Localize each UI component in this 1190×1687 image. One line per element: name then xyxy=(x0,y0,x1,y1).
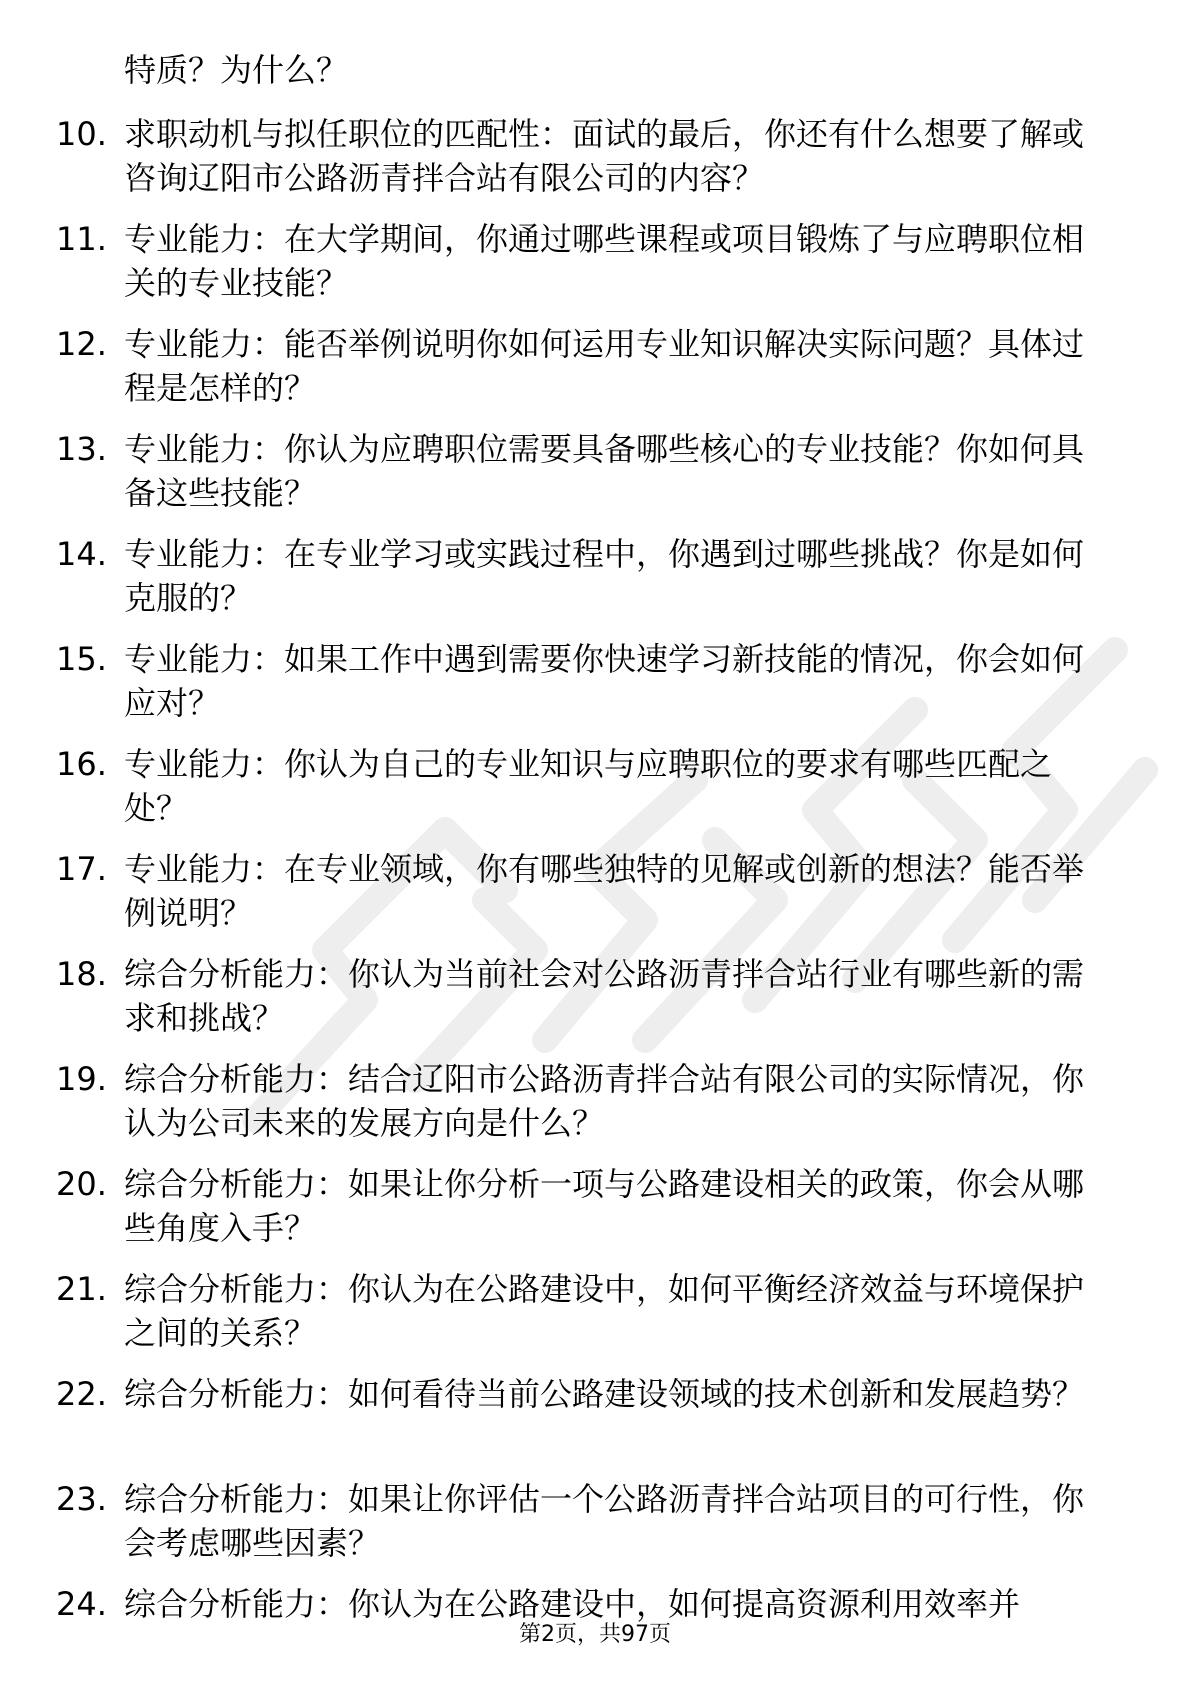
question-number: 23. xyxy=(56,1480,107,1518)
question-number: 10. xyxy=(56,115,107,153)
page-number-footer: 第2页，共97页 xyxy=(519,1622,671,1647)
question-number: 12. xyxy=(56,325,107,363)
question-text: 综合分析能力：你认为在公路建设中，如何提高资源利用效率并 xyxy=(124,1585,1021,1623)
question-text: 专业能力：在专业领域，你有哪些独特的见解或创新的想法？能否举例说明？ xyxy=(124,850,1085,932)
question-text: 专业能力：你认为自己的专业知识与应聘职位的要求有哪些匹配之处？ xyxy=(124,745,1053,827)
list-item xyxy=(0,637,1190,742)
list-item xyxy=(0,322,1190,427)
question-number: 24. xyxy=(56,1585,107,1623)
question-text: 综合分析能力：你认为在公路建设中，如何平衡经济效益与环境保护之间的关系？ xyxy=(124,1270,1085,1352)
question-number: 14. xyxy=(56,535,107,573)
list-item xyxy=(0,112,1190,217)
question-number: 19. xyxy=(56,1060,107,1098)
question-text: 综合分析能力：你认为当前社会对公路沥青拌合站行业有哪些新的需求和挑战？ xyxy=(124,955,1085,1037)
list-item xyxy=(0,1372,1190,1477)
question-number: 16. xyxy=(56,745,107,783)
question-number: 18. xyxy=(56,955,107,993)
question-number: 17. xyxy=(56,850,107,888)
question-number: 11. xyxy=(56,220,107,258)
question-text: 综合分析能力：如果让你分析一项与公路建设相关的政策，你会从哪些角度入手？ xyxy=(124,1165,1085,1247)
question-number: 15. xyxy=(56,640,107,678)
continued-question-text: 特质？为什么？ xyxy=(124,51,349,89)
question-number: 22. xyxy=(56,1375,107,1413)
question-number: 13. xyxy=(56,430,107,468)
list-item xyxy=(0,532,1190,637)
question-text: 专业能力：在专业学习或实践过程中，你遇到过哪些挑战？你是如何克服的？ xyxy=(124,535,1085,617)
question-text: 专业能力：在大学期间，你通过哪些课程或项目锻炼了与应聘职位相关的专业技能？ xyxy=(124,220,1085,302)
question-number: 20. xyxy=(56,1165,107,1203)
question-text: 综合分析能力：如果让你评估一个公路沥青拌合站项目的可行性，你会考虑哪些因素？ xyxy=(124,1480,1085,1562)
question-list xyxy=(0,112,1190,1687)
question-text: 综合分析能力：结合辽阳市公路沥青拌合站有限公司的实际情况，你认为公司未来的发展方向是什么？ xyxy=(124,1060,1085,1142)
list-item xyxy=(0,1162,1190,1267)
question-number: 21. xyxy=(56,1270,107,1308)
question-text: 专业能力：如果工作中遇到需要你快速学习新技能的情况，你会如何应对？ xyxy=(124,640,1085,722)
list-item xyxy=(0,1477,1190,1582)
question-text: 综合分析能力：如何看待当前公路建设领域的技术创新和发展趋势？ xyxy=(124,1375,1085,1413)
question-text: 专业能力：能否举例说明你如何运用专业知识解决实际问题？具体过程是怎样的？ xyxy=(124,325,1085,407)
list-item xyxy=(0,952,1190,1057)
list-item xyxy=(0,1057,1190,1162)
list-item xyxy=(0,1267,1190,1372)
question-text: 求职动机与拟任职位的匹配性：面试的最后，你还有什么想要了解或咨询辽阳市公路沥青拌合站有限公司的内容？ xyxy=(124,115,1085,197)
list-item xyxy=(0,847,1190,952)
question-text: 专业能力：你认为应聘职位需要具备哪些核心的专业技能？你如何具备这些技能？ xyxy=(124,430,1085,512)
list-item xyxy=(0,742,1190,847)
list-item xyxy=(0,427,1190,532)
list-item xyxy=(0,217,1190,322)
